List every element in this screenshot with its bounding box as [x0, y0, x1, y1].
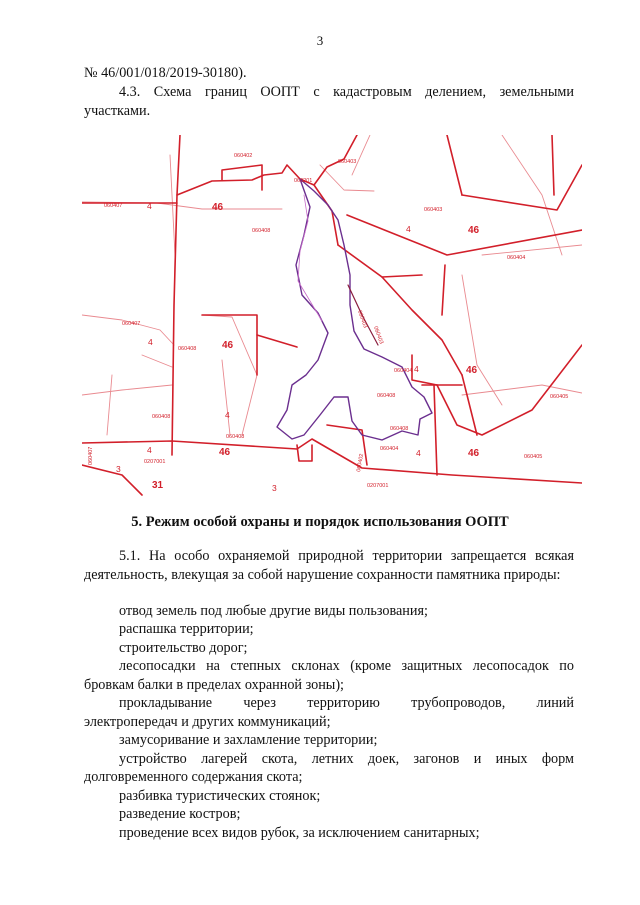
list-item: строительство дорог; — [119, 640, 248, 656]
cadastral-boundary-map — [82, 135, 582, 502]
parcel-label: 060405 — [550, 394, 569, 400]
region-code: 31 — [152, 480, 164, 491]
region-code: 46 — [468, 225, 480, 236]
parcel-label: 0207001 — [144, 459, 166, 465]
parcel-label: 060403 — [356, 309, 369, 329]
district-code: 4 — [406, 224, 411, 234]
page-number: 3 — [316, 33, 324, 48]
parcel-label: 060408 — [252, 228, 271, 234]
parcel-label: 060403 — [338, 159, 357, 165]
parcel-label: 060404 — [507, 255, 526, 261]
parcel-label: 060408 — [178, 346, 197, 352]
parcel-label: 060404 — [380, 446, 399, 452]
list-item: устройство лагерей скота, летних доек, загонов и иных форм — [119, 751, 574, 767]
region-code: 46 — [222, 340, 234, 351]
district-code: 4 — [416, 448, 421, 458]
parcel-label: 060403 — [372, 325, 385, 345]
list-item-continuation: электропередач и других коммуникаций; — [84, 714, 331, 730]
list-item: прокладывание через территорию трубопроводов, линий — [119, 695, 574, 711]
parcel-label: 060408 — [377, 393, 396, 399]
parcel-label: 060201 — [294, 178, 313, 184]
parcel-label: 060408 — [226, 434, 245, 440]
region-code: 46 — [468, 448, 480, 459]
parcel-label: 060402 — [356, 453, 366, 473]
parcel-label: 060404 — [394, 368, 413, 374]
region-code: 46 — [466, 365, 478, 376]
parcel-label: 060403 — [424, 207, 443, 213]
district-code: 4 — [414, 364, 419, 374]
district-boundary-lines — [82, 135, 582, 495]
parcel-label: 0207001 — [367, 483, 389, 489]
list-item-continuation: долговременного содержания скота; — [84, 769, 303, 785]
list-item: отвод земель под любые другие виды пользования; — [119, 603, 428, 619]
list-item: проведение всех видов рубок, за исключением санитарных; — [119, 825, 480, 841]
district-code: 4 — [148, 337, 153, 347]
list-item: разведение костров; — [119, 806, 241, 822]
section-4-3-paragraph: 4.3. Схема границ ООПТ с кадастровым делением, земельными участками. — [84, 84, 574, 119]
district-code: 4 — [147, 201, 152, 211]
registration-number-line: № 46/001/018/2019-30180). — [84, 65, 247, 81]
district-code: 4 — [225, 410, 230, 420]
region-code: 46 — [219, 447, 231, 458]
list-item: замусоривание и захламление территории; — [119, 732, 378, 748]
parcel-label: 060407 — [104, 203, 123, 209]
list-item-continuation: бровкам балки в пределах охранной зоны); — [84, 677, 344, 693]
parcel-label: 060407 — [88, 446, 94, 465]
section-5-1-paragraph: 5.1. На особо охраняемой природной территории запрещается всякая деятельность, влекущая за собой нарушение сохранности памятника природы: — [84, 548, 574, 583]
section-5-heading: 5. Режим особой охраны и порядок использования ООПТ — [131, 514, 509, 530]
parcel-label: 060408 — [390, 426, 409, 432]
parcel-label: 060408 — [152, 414, 171, 420]
parcel-label: 060407 — [122, 321, 141, 327]
list-item: лесопосадки на степных склонах (кроме защитных лесопосадок по — [119, 658, 574, 674]
region-code: 46 — [212, 202, 224, 213]
parcel-label: 060405 — [524, 454, 543, 460]
district-code: 3 — [272, 483, 277, 493]
cadastral-division-lines — [82, 135, 582, 435]
list-item: разбивка туристических стоянок; — [119, 788, 321, 804]
district-code: 4 — [147, 445, 152, 455]
parcel-label: 060402 — [234, 153, 253, 159]
list-item: распашка территории; — [119, 621, 254, 637]
district-code: 3 — [116, 464, 121, 474]
